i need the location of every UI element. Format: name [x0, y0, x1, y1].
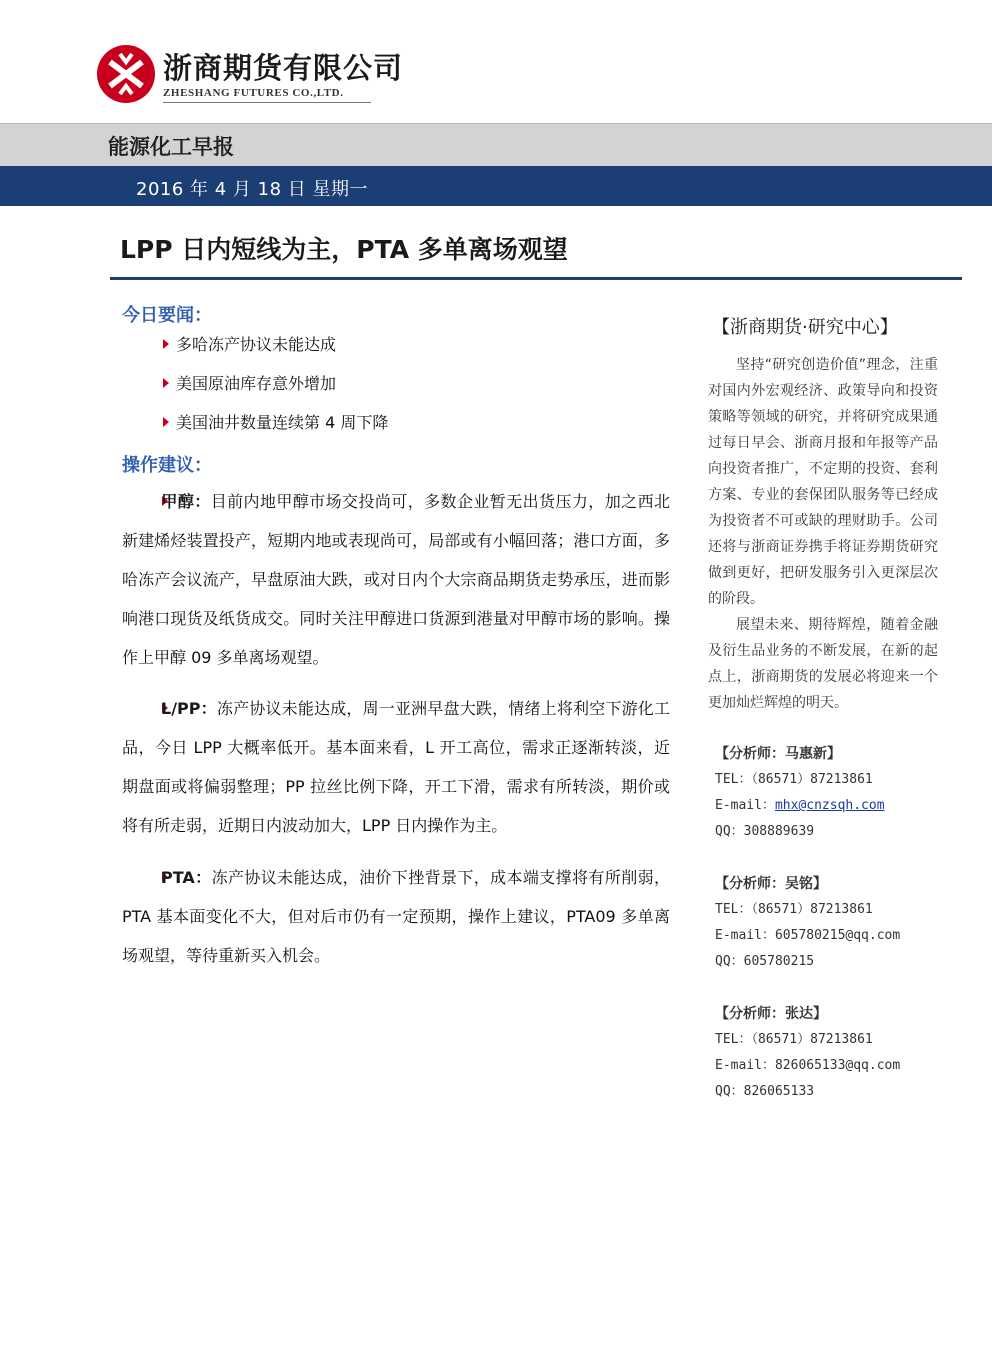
- date-band: [0, 166, 992, 206]
- analyst-card: [715, 741, 885, 845]
- advice-label: L/PP：: [161, 699, 217, 718]
- company-name-cn: 浙商期货有限公司: [163, 51, 404, 85]
- sidebar-intro: 坚持“研究创造价值”理念，注重对国内外宏观经济、政策导向和投资策略等领域的研究，并将研究成果通过每日早会、浙商月报和年报等产品向投资者推广，不定期的投资、套利方案、专业的套保团队服务等已经成为投资者不可或缺的理财助手。公司还将与浙商证券携手将证券期货研究做到更好，把研发服务引入更深层次的阶段。: [708, 357, 938, 607]
- divider: [163, 102, 371, 103]
- report-type-band: [0, 123, 992, 166]
- analyst-tel: TEL：（86571）87213861: [715, 1032, 873, 1047]
- advice-pta: [122, 858, 670, 975]
- bullet-arrow-icon: [163, 339, 169, 349]
- advice-text: 冻产协议未能达成，油价下挫背景下，成本端支撑将有所削弱，PTA 基本面变化不大，但对后市仍有一定预期，操作上建议，PTA09 多单离场观望，等待重新买入机会。: [122, 868, 670, 965]
- list-item: [163, 412, 388, 451]
- headline: LPP 日内短线为主，PTA 多单离场观望: [120, 235, 568, 264]
- analyst-qq: QQ：308889639: [715, 824, 815, 839]
- list-item: [163, 334, 388, 373]
- analyst-tel: TEL：（86571）87213861: [715, 902, 873, 917]
- analyst-name: 【分析师：马惠新】: [715, 746, 841, 762]
- report-type: 能源化工早报: [108, 135, 234, 159]
- news-section-title: 今日要闻：: [122, 305, 212, 326]
- news-text: 美国原油库存意外增加: [176, 374, 337, 393]
- analyst-email: 826065133@qq.com: [774, 1058, 901, 1073]
- news-text: 美国油井数量连续第 4 周下降: [176, 413, 389, 432]
- analyst-name: 【分析师：吴铭】: [715, 876, 827, 892]
- analyst-name: 【分析师：张达】: [715, 1006, 827, 1022]
- advice-lpp: [122, 689, 670, 845]
- analyst-tel: TEL：（86571）87213861: [715, 772, 873, 787]
- advice-methanol: [122, 482, 670, 677]
- bullet-arrow-icon: [163, 378, 169, 388]
- analyst-qq: QQ：605780215: [715, 954, 815, 969]
- list-item: [163, 373, 388, 412]
- advice-text: 目前内地甲醇市场交投尚可，多数企业暂无出货压力，加之西北新建烯烃装置投产，短期内地或表现尚可，局部或有小幅回落；港口方面，多哈冻产会议流产，早盘原油大跌，或对日内个大宗商品期货走势承压，进而影响港口现货及纸货成交。同时关注甲醇进口货源到港量对甲醇市场的影响。操作上甲醇 09 多单离场观望。: [122, 492, 670, 667]
- report-date: 2016 年 4 月 18 日 星期一: [136, 179, 368, 200]
- advice-text: 冻产协议未能达成，周一亚洲早盘大跌，情绪上将利空下游化工品，今日 LPP 大概率低开。基本面来看，L 开工高位，需求正逐渐转淡，近期盘面或将偏弱整理；PP 拉丝比例下降，开工下滑，需求有所转淡，期价或将有所走弱，近期日内波动加大，LPP 日内操作为主。: [122, 699, 670, 835]
- sidebar-outlook: 展望未来、期待辉煌，随着金融及衍生品业务的不断发展，在新的起点上，浙商期货的发展必将迎来一个更加灿烂辉煌的明天。: [708, 617, 938, 711]
- headline-divider: [110, 277, 962, 280]
- company-logo-icon: [96, 44, 156, 104]
- company-name-en: ZHESHANG FUTURES CO.,LTD.: [163, 87, 344, 99]
- analyst-card: [715, 1001, 900, 1105]
- analyst-qq: QQ：826065133: [715, 1084, 815, 1099]
- email-label: E-mail：: [715, 1058, 775, 1073]
- advice-label: PTA：: [161, 868, 212, 887]
- news-text: 多哈冻产协议未能达成: [176, 335, 337, 354]
- analyst-email-link[interactable]: mhx@cnzsqh.com: [774, 798, 885, 813]
- email-label: E-mail：: [715, 798, 775, 813]
- bullet-arrow-icon: [163, 417, 169, 427]
- news-list: [163, 334, 388, 451]
- sidebar-heading: 【浙商期货·研究中心】: [712, 317, 898, 338]
- email-label: E-mail：: [715, 928, 775, 943]
- analyst-email: 605780215@qq.com: [774, 928, 901, 943]
- advice-label: 甲醇：: [161, 492, 211, 511]
- analyst-card: [715, 871, 900, 975]
- advice-section-title: 操作建议：: [122, 455, 212, 476]
